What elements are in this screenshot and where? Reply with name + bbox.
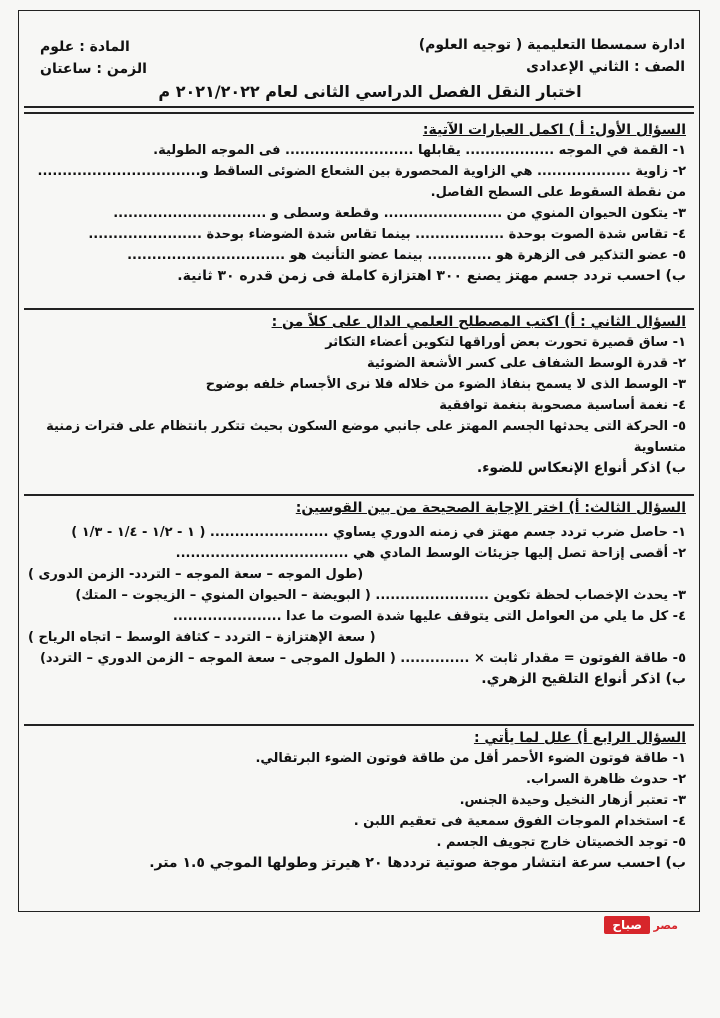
q4-item: ٥- توجد الخصيتان خارج تجويف الجسم . (436, 835, 686, 850)
subject-label: المادة : علوم (40, 39, 130, 55)
q1-item: ١- القمة في الموجه .................. يقابلها .......................... فى الموجه الطولية. (153, 143, 686, 158)
q1-item: ٣- يتكون الحيوان المنوي من ........................ وقطعة وسطى و ............................... (113, 206, 686, 221)
question-2-part-b: ب) اذكر أنواع الإنعكاس للضوء. (476, 460, 686, 476)
q3-options: ( سعة الإهتزازة – التردد – كثافة الوسط – اتجاه الرياح ) (28, 630, 376, 645)
q3-item: ١- حاصل ضرب تردد جسم مهتز في زمنه الدوري يساوي ........................ ( ١ - ١/٢ - ١/٤ - ١/٣ ) (71, 525, 686, 540)
question-4-heading: السؤال الرابع أ) علل لما يأتي : (473, 730, 686, 746)
subject-time-block (40, 36, 147, 80)
q2-item: ١- ساق قصيرة تحورت بعض أوراقها لتكوين أعضاء التكاثر (325, 335, 686, 350)
q1-item: من نقطة السقوط على السطح الفاصل. (430, 185, 686, 200)
q1-item: ٥- عضو التذكير فى الزهرة هو ............. بينما عضو التأنيث هو ................................ (127, 248, 686, 263)
question-1 (28, 122, 686, 287)
question-2-heading: السؤال الثاني : أ) اكتب المصطلح العلمي الدال على كلاً من : (271, 314, 686, 330)
question-3-heading: السؤال الثالث: أ) اختر الإجابة الصحيحة من بين القوسين: (295, 500, 686, 516)
q3-item: ٢- أقصى إزاحة تصل إليها جزيئات الوسط المادي هي ................................... (175, 546, 686, 561)
question-1-part-b: ب) احسب تردد جسم مهتز يصنع ٣٠٠ اهتزازة كاملة فى زمن قدره ٣٠ ثانية. (177, 268, 686, 284)
time-label: الزمن : ساعتان (40, 61, 147, 77)
q3-options: (طول الموجه – سعة الموجه – التردد- الزمن الدورى ) (28, 567, 364, 582)
q3-item: ٣- يحدث الإخصاب لحظة تكوين ....................... ( البويضة – الحيوان المنوي – الزيجوت – المتك) (75, 588, 686, 603)
q1-item: ٤- تقاس شدة الصوت بوحدة .................. بينما تقاس شدة الضوضاء بوحدة ....................... (88, 227, 686, 242)
q2-item: ٢- قدرة الوسط الشفاف على كسر الأشعة الضوئية (366, 356, 686, 371)
q2-item: ٤- نغمة أساسية مصحوبة بنغمة توافقية (439, 398, 686, 413)
exam-title: اختبار النقل الفصل الدراسي الثانى لعام ٢٠٢١/٢٠٢٢ م (158, 82, 582, 101)
question-3 (28, 500, 686, 690)
logo-main-text: صباح (604, 916, 650, 934)
grade-label: الصف : الثاني الإعدادى (526, 59, 685, 75)
q1-item: ٢- زاوية ................... هي الزاوية المحصورة بين الشعاع الضوئى الساقط و................................. (37, 164, 686, 179)
question-4-part-b: ب) احسب سرعة انتشار موجة صوتية ترددها ٢٠ هيرتز وطولها الموجي ١.٥ متر. (149, 855, 686, 871)
q4-item: ٢- حدوث ظاهرة السراب. (526, 772, 686, 787)
logo-sub-text: مصر (653, 919, 678, 932)
section-divider (24, 494, 694, 496)
question-3-part-b: ب) اذكر أنواع التلقيح الزهري. (481, 671, 686, 687)
publisher-logo (548, 916, 678, 938)
school-grade-block (419, 34, 685, 78)
q3-item: ٤- كل ما يلي من العوامل التى يتوقف عليها شدة الصوت ما عدا ...................... (172, 609, 686, 624)
header-divider (24, 106, 694, 114)
q4-item: ٤- استخدام الموجات الفوق سمعية فى تعقيم اللبن . (353, 814, 686, 829)
q4-item: ٣- تعتبر أزهار النخيل وحيدة الجنس. (459, 793, 686, 808)
question-4 (28, 730, 686, 874)
question-1-heading: السؤال الأول: أ ) اكمل العبارات الآتية: (422, 122, 686, 138)
q2-item: ٥- الحركة التى يحدثها الجسم المهتز على جانبي موضع السكون بحيث تتكرر بانتظام على فترات زمنية متساوية (46, 419, 686, 455)
section-divider (24, 724, 694, 726)
section-divider (24, 308, 694, 310)
q3-item: ٥- طاقة الفوتون = مقدار ثابت × .............. ( الطول الموجى – سعة الموجه – الزمن الدوري – التردد) (39, 651, 686, 666)
q4-item: ١- طاقة فوتون الضوء الأحمر أقل من طاقة فوتون الضوء البرتقالي. (255, 751, 686, 766)
q2-item: ٣- الوسط الذى لا يسمح بنفاذ الضوء من خلاله فلا نرى الأجسام خلفه بوضوح (205, 377, 686, 392)
administration-label: ادارة سمسطا التعليمية ( توجيه العلوم) (418, 37, 685, 53)
question-2 (28, 314, 686, 479)
